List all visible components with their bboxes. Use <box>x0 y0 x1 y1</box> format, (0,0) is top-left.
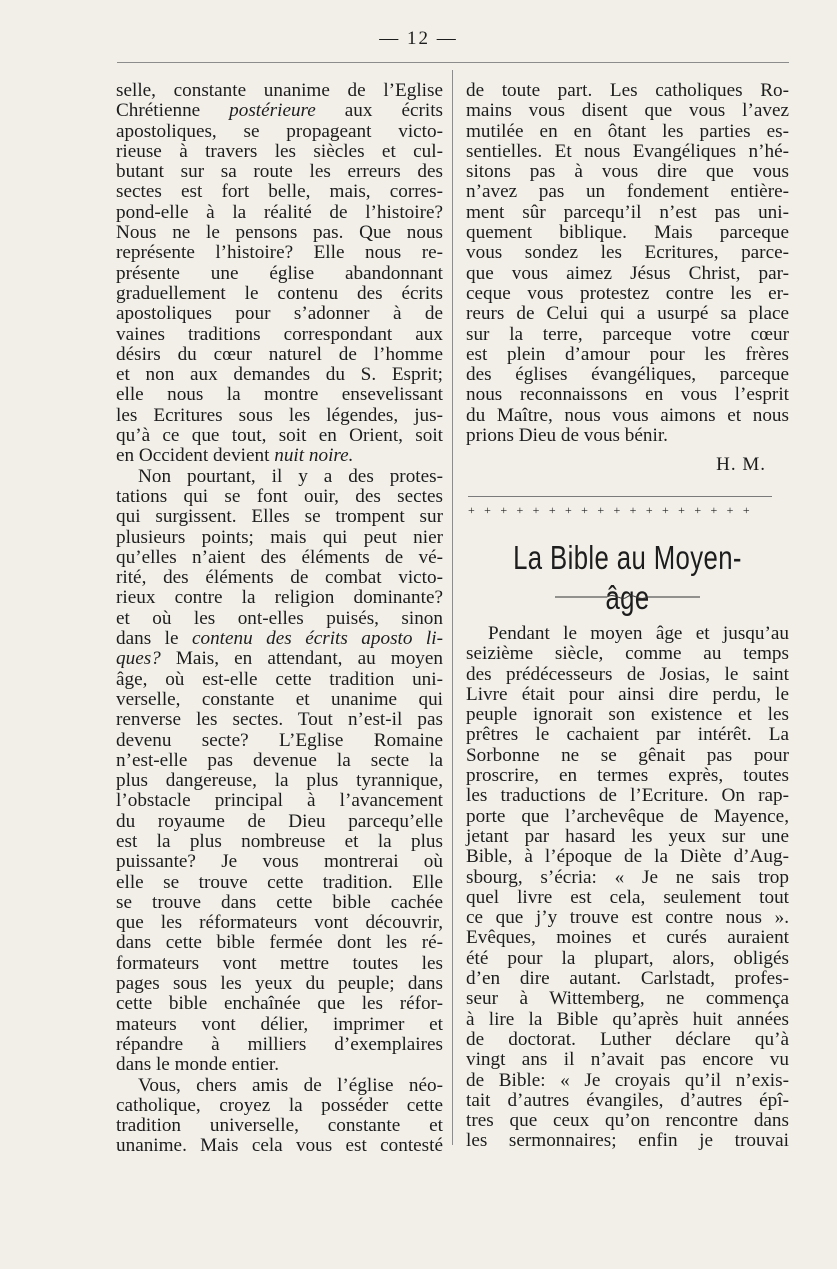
text-line: prêtres le cachaient par intérêt. La <box>466 724 789 746</box>
text-line: ceque vous protestez contre les er- <box>466 282 789 304</box>
text-line: à lire la Bible qu’après huit années <box>466 1008 789 1030</box>
text-line: et non aux demandes du S. Esprit; <box>116 364 443 386</box>
text-line: seur à Wittemberg, ne commença <box>466 988 789 1010</box>
text-line: est la plus nombreuse et la plus <box>116 830 443 852</box>
right-column-top <box>466 81 789 446</box>
article-body <box>466 624 789 1152</box>
text-line: Nous ne le pensons pas. Que nous <box>116 222 443 244</box>
text-line: en Occident devient nuit noire. <box>116 445 354 467</box>
text-line: Livre était pour ainsi dire perdu, le <box>466 683 789 705</box>
text-line: mateurs vont délier, imprimer et <box>116 1013 443 1035</box>
text-line: de doctorat. Luther déclare qu’à <box>466 1028 789 1050</box>
text-line: Pendant le moyen âge et jusqu’au <box>488 623 789 644</box>
text-line: vingt ans il n’avait pas encore vu <box>466 1049 789 1071</box>
text-line: se trouve dans cette bible cachée <box>116 891 443 913</box>
text-line: devenu secte? L’Eglise Romaine <box>116 729 443 751</box>
text-line: graduellement le contenu des écrits <box>116 282 443 304</box>
text-line: peuple ignorait son existence et les <box>466 704 789 726</box>
text-line: butant sur sa route les erreurs des <box>116 161 443 183</box>
text-line: plusieurs points; mais qui peut nier <box>116 526 443 548</box>
text-line: formateurs vont mettre toutes les <box>116 952 443 974</box>
text-line: pond-elle à la réalité de l’histoire? <box>116 201 443 223</box>
text-line: les sermonnaires; enfin je trouvai <box>466 1130 789 1152</box>
text-line: Vous, chers amis de l’église néo- <box>138 1074 443 1096</box>
page-number: — 12 — <box>379 28 458 49</box>
text-line: sitons pas à vous dire que vous <box>466 161 789 183</box>
text-line: tations qui se font ouir, des sectes <box>116 485 443 507</box>
text-line: de Bible: « Je croyais qu’il n’exis- <box>466 1069 789 1091</box>
text-line: Bible, à l’époque de la Diète d’Aug- <box>466 846 789 868</box>
text-line: ce que j’y trouve est contre nous ». <box>466 907 789 929</box>
text-line: l’obstacle principal à l’avancement <box>116 790 443 812</box>
text-line: elle nous la montre ensevelissant <box>116 384 443 406</box>
text-line: âge, où est-elle cette tradition uni- <box>116 668 443 690</box>
text-line: quement biblique. Mais parceque <box>466 222 789 244</box>
text-line: tres que ceux qu’on rencontre dans <box>466 1110 789 1132</box>
signature: H. M. <box>716 454 766 475</box>
text-line: sur la terre, parceque votre cœur <box>466 323 789 345</box>
text-line: ques? Mais, en attendant, au moyen <box>116 648 443 670</box>
section-separator-line <box>468 496 772 497</box>
text-line: du royaume de Dieu parcequ’elle <box>116 810 443 832</box>
column-divider <box>452 70 453 1145</box>
text-line: plus dangereuse, la plus tyrannique, <box>116 770 443 792</box>
text-line: proscrire, en termes exprès, toutes <box>466 765 789 787</box>
text-line: verselle, constante et unanime qui <box>116 688 443 710</box>
text-line: unanime. Mais cela vous est contesté <box>116 1135 443 1157</box>
text-line: est plein d’amour pour les frères <box>466 343 789 365</box>
text-line: catholique, croyez la posséder cette <box>116 1094 443 1116</box>
text-line: sbourg, s’écria: « Je ne sais trop <box>466 866 789 888</box>
text-line: prions Dieu de vous bénir. <box>466 425 668 447</box>
text-line: qu’elles n’aient des éléments de vé- <box>116 546 443 568</box>
text-line: présente une église abandonnant <box>116 262 443 284</box>
text-line: apostoliques pour s’adonner à de <box>116 303 443 325</box>
text-line: n’avez pas un fondement entière- <box>466 181 789 203</box>
text-line: tait d’autres évangiles, d’autres épî- <box>466 1089 789 1111</box>
section-separator-ornament: + + + + + + + + + + + + + + + + + + <box>468 504 753 516</box>
text-line: nous reconnaissons en vous l’esprit <box>466 384 789 406</box>
text-line: ment sûr parcequ’il n’est pas uni- <box>466 201 789 223</box>
text-line: des églises évangéliques, parceque <box>466 364 789 386</box>
text-line: renverse les sectes. Tout n’est-il pas <box>116 709 443 731</box>
text-line: vous sondez les Ecritures, parce- <box>466 242 789 264</box>
text-line: cette bible enchaînée que les réfor- <box>116 993 443 1015</box>
text-line: Non pourtant, il y a des protes- <box>138 465 443 487</box>
text-line: des prédécesseurs de Josias, le saint <box>466 663 789 685</box>
text-line: Evêques, moines et curés auraient <box>466 927 789 949</box>
header-rule <box>117 62 789 63</box>
text-line: été pour la plupart, alors, obligés <box>466 947 789 969</box>
text-line: jetant par hasard les yeux sur une <box>466 825 789 847</box>
title-flourish <box>555 592 700 602</box>
text-line: que vous aimez Jésus Christ, par- <box>466 262 789 284</box>
text-line: sectes est fort belle, mais, corres- <box>116 181 443 203</box>
text-line: que les réformateurs vont découvrir, <box>116 912 443 934</box>
text-line: désirs du cœur naturel de l’homme <box>116 343 443 365</box>
text-line: d’en dire autant. Carlstadt, profes- <box>466 968 789 990</box>
left-column <box>116 81 443 1157</box>
text-line: quel livre est cela, seulement tout <box>466 886 789 908</box>
article-title: La Bible au Moyen-âge <box>513 539 742 616</box>
text-line: tradition universelle, constante et <box>116 1115 443 1137</box>
text-line: mutilée en en ôtant les parties es- <box>466 120 789 142</box>
text-line: Sorbonne ne se gênait pas pour <box>466 744 789 766</box>
text-line: selle, constante unanime de l’Eglise <box>116 80 443 101</box>
text-line: les Ecritures sous les légendes, jus- <box>116 404 443 426</box>
text-line: n’est-elle pas devenue la secte la <box>116 749 443 771</box>
text-line: sentielles. Et nous Evangéliques n’hé- <box>466 140 789 162</box>
text-line: dans le monde entier. <box>116 1054 280 1076</box>
text-line: dans le contenu des écrits aposto li- <box>116 628 443 650</box>
text-line: porte que l’archevêque de Mayence, <box>466 805 789 827</box>
text-line: dans cette bible fermée dont les ré- <box>116 932 443 954</box>
text-line: qui surgissent. Elles se trompent sur <box>116 506 443 528</box>
text-line: représente l’histoire? Elle nous re- <box>116 242 443 264</box>
text-line: de toute part. Les catholiques Ro- <box>466 80 789 101</box>
text-line: rieuse à travers les siècles et cul- <box>116 140 443 162</box>
text-line: qu’à ce que tout, soit en Orient, soit <box>116 425 443 447</box>
text-line: mains vous disent que vous l’avez <box>466 100 789 122</box>
text-line: du Maître, nous vous aimons et nous <box>466 404 789 426</box>
text-line: répandre à milliers d’exemplaires <box>116 1033 443 1055</box>
text-line: puissante? Je vous montrerai où <box>116 851 443 873</box>
text-line: pages sous les yeux du peuple; dans <box>116 973 443 995</box>
text-line: elle se trouve cette tradition. Elle <box>116 871 443 893</box>
text-line: rieux contre la religion dominante? <box>116 587 443 609</box>
text-line: vaines traditions correspondant aux <box>116 323 443 345</box>
text-line: seizième siècle, comme au temps <box>466 643 789 665</box>
text-line: apostoliques, se propageant victo- <box>116 120 443 142</box>
text-line: Chrétienne postérieure aux écrits <box>116 100 443 122</box>
text-line: reurs de Celui qui a usurpé sa place <box>466 303 789 325</box>
text-line: et où les ont-elles puisés, sinon <box>116 607 443 629</box>
text-line: rité, des éléments de combat victo- <box>116 567 443 589</box>
text-line: les traductions de l’Ecriture. On rap- <box>466 785 789 807</box>
